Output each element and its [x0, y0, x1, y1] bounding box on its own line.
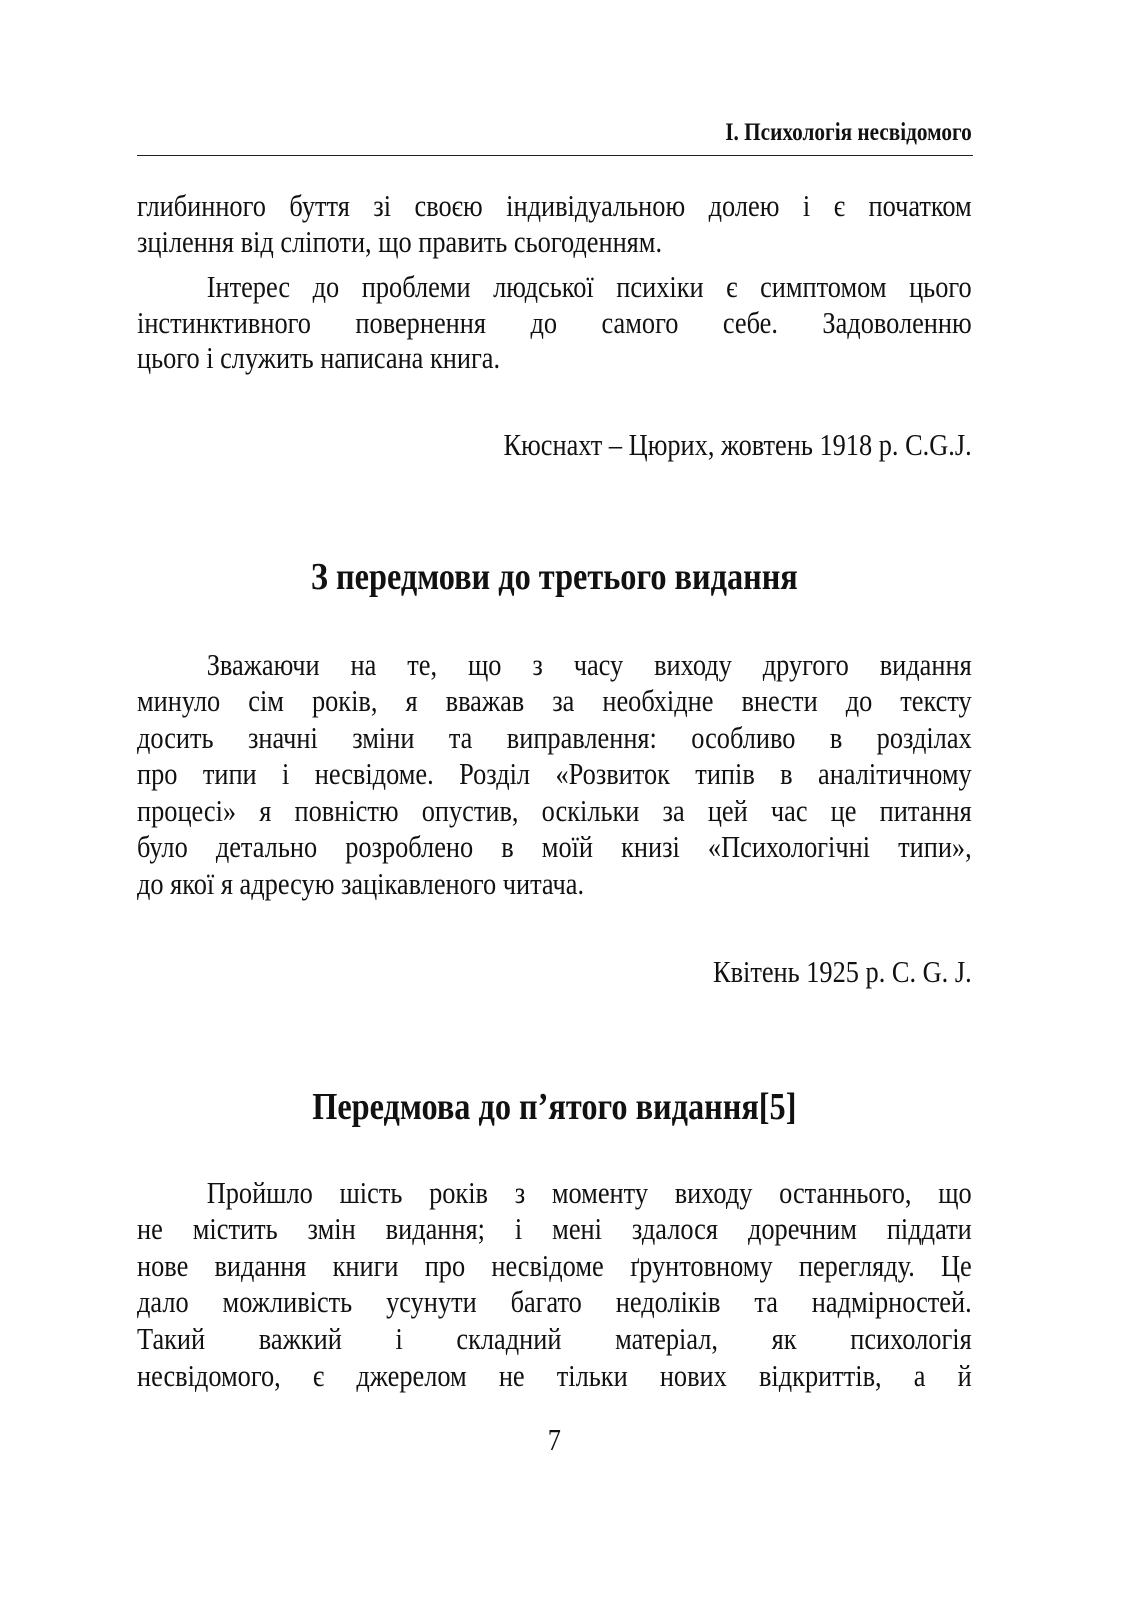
text-line: минуло сім років, я вважав за необхідне внести до тексту [137, 683, 972, 718]
text-line: Такий важкий і складний матеріал, як психологія [137, 1321, 972, 1356]
signature: Квітень 1925 р. C. G. J. [713, 954, 972, 989]
text-line: не містить змін видання; і мені здалося доречним піддати [137, 1211, 972, 1246]
text-line: Інтерес до проблеми людської психіки є симптомом цього [206, 269, 972, 304]
text-line: зцілення від сліпоти, що править сьогоденням. [137, 224, 663, 259]
text-line: досить значні зміни та виправлення: особливо в розділах [137, 720, 972, 755]
header-rule [137, 155, 973, 156]
text-line: Зважаючи на те, що з часу виходу другого видання [206, 647, 972, 682]
text-line: нове видання книги про несвідоме ґрунтовному перегляду. Це [137, 1248, 972, 1283]
section-heading: Передмова до п’ятого видання[5] [312, 1086, 797, 1128]
text-line: було детально розроблено в моїй книзі «Психологічні типи», [137, 829, 972, 864]
page-number: 7 [547, 1422, 561, 1457]
running-header: І. Психологія несвідомого [725, 119, 972, 146]
text-line: цього і служить написана книга. [137, 340, 501, 375]
section-heading: З передмови до третього видання [310, 556, 798, 598]
text-line: несвідомого, є джерелом не тільки нових відкриттів, а й [137, 1358, 972, 1393]
text-line: глибинного буття зі своєю індивідуальною долею і є початком [137, 188, 972, 223]
text-line: інстинктивного повернення до самого себе. Задоволенню [137, 305, 972, 340]
text-line: дало можливість усунути багато недоліків та надмірностей. [137, 1284, 972, 1319]
text-line: до якої я адресую зацікавленого читача. [137, 866, 585, 901]
signature: Кюснахт – Цюрих, жовтень 1918 р. C.G.J. [503, 427, 972, 462]
text-line: Пройшло шість років з моменту виходу останнього, що [206, 1175, 972, 1210]
text-line: про типи і несвідоме. Розділ «Розвиток типів в аналітичному [137, 756, 972, 791]
text-line: процесі» я повністю опустив, оскільки за цей час це питання [137, 793, 972, 828]
